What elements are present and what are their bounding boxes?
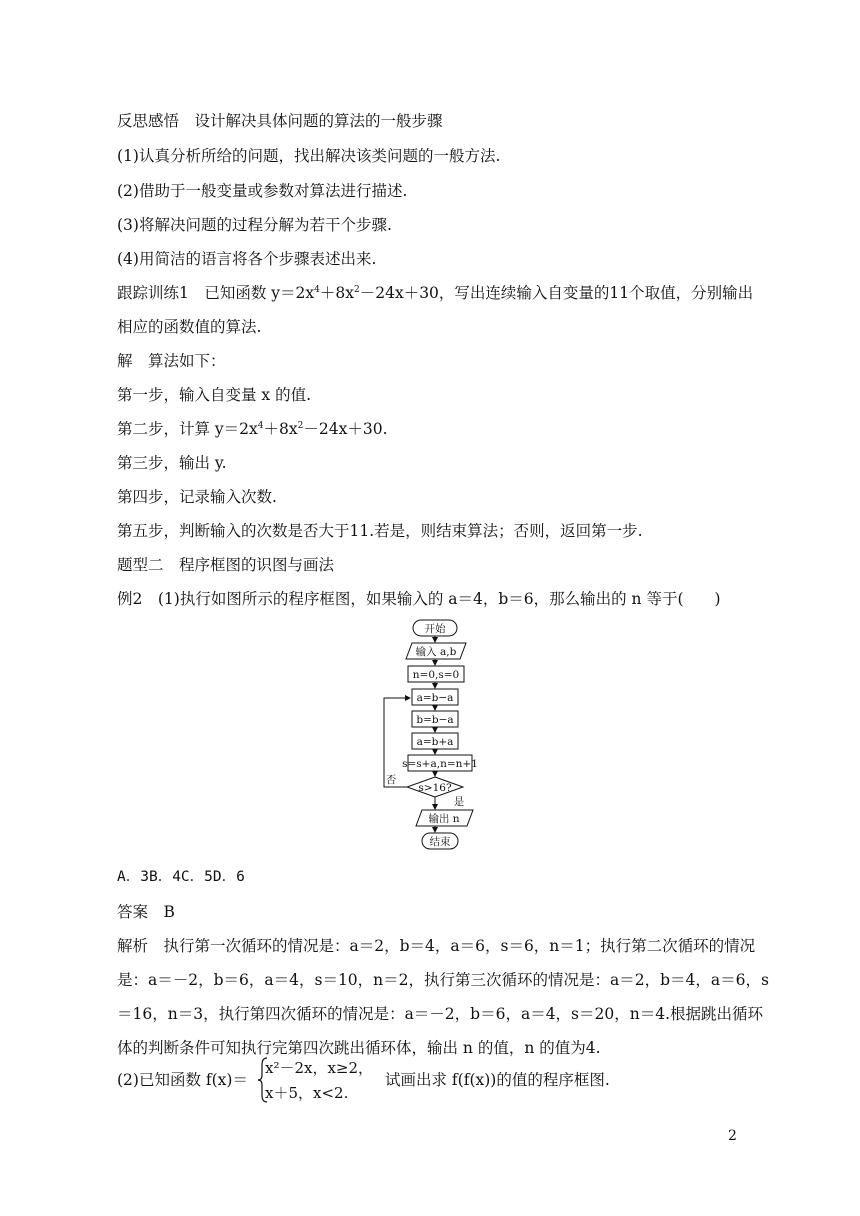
flow-output-label: 输出 n bbox=[428, 813, 460, 825]
type-2-title: 题型二 程序框图的识图与画法 bbox=[117, 556, 335, 574]
solution-step-2-rest: －24x＋30. bbox=[303, 420, 388, 438]
answer-options: A．3B．4C．5D．6 bbox=[117, 869, 245, 885]
solution-step-1: 第一步，输入自变量 x 的值. bbox=[117, 386, 312, 404]
exercise-1-mid: ＋8x bbox=[319, 284, 354, 302]
flow-init-label: n=0,s=0 bbox=[412, 669, 460, 681]
solution-step-2-prefix: 第二步，计算 y＝2x bbox=[117, 420, 258, 438]
flow-start-label: 开始 bbox=[424, 623, 446, 635]
piecewise-case-1: x²－2x，x≥2， bbox=[265, 1059, 374, 1077]
exercise-1-line-1 bbox=[117, 282, 753, 304]
solution-step-2-mid: ＋8x bbox=[263, 420, 298, 438]
section-title: 反思感悟 设计解决具体问题的算法的一般步骤 bbox=[117, 112, 443, 130]
step-2: (2)借助于一般变量或参数对算法进行描述. bbox=[117, 182, 408, 200]
flow-step2-label: b=b−a bbox=[416, 714, 454, 726]
analysis-line-4: 体的判断条件可知执行完第四次跳出循环体，输出 n 的值，n 的值为4. bbox=[117, 1039, 601, 1057]
analysis-line-2: 是：a＝－2，b＝6，a＝4，s＝10，n＝2，执行第三次循环的情况是：a＝2，b＝4，a＝6，s bbox=[117, 971, 769, 989]
part-2-prefix: (2)已知函数 f(x)＝ bbox=[117, 1071, 248, 1089]
solution-step-4: 第四步，记录输入次数. bbox=[117, 488, 277, 506]
solution-intro: 解 算法如下： bbox=[117, 352, 226, 370]
flow-end-label: 结束 bbox=[429, 836, 451, 848]
flow-step3-label: a=b+a bbox=[416, 736, 454, 748]
flow-yes-label: 是 bbox=[453, 796, 465, 808]
page-number: 2 bbox=[728, 1128, 737, 1144]
piecewise-case-2: x＋5，x<2. bbox=[265, 1084, 349, 1102]
solution-step-2 bbox=[117, 418, 388, 440]
exercise-1-rest: －24x＋30，写出连续输入自变量的11个取值，分别输出 bbox=[359, 284, 754, 302]
analysis-line-3: ＝16，n＝3，执行第四次循环的情况是：a＝－2，b＝6，a＝4，s＝20，n＝4.根据跳出循环 bbox=[117, 1005, 764, 1023]
solution-step-3: 第三步，输出 y. bbox=[117, 454, 227, 472]
exponent: 4 bbox=[314, 285, 320, 295]
solution-step-5: 第五步，判断输入的次数是否大于11.若是，则结束算法；否则，返回第一步. bbox=[117, 522, 643, 540]
exponent: 2 bbox=[354, 285, 360, 295]
exponent: 4 bbox=[257, 421, 264, 431]
answer-label: 答案 B bbox=[117, 903, 175, 921]
exercise-1-line-2: 相应的函数值的算法. bbox=[117, 318, 262, 336]
exercise-1-prefix: 跟踪训练1 已知函数 y＝2x bbox=[117, 284, 315, 302]
flow-no-label: 否 bbox=[385, 774, 397, 786]
program-flowchart bbox=[370, 617, 500, 852]
exponent: 2 bbox=[297, 421, 304, 431]
flow-step4-label: s=s+a,n=n+1 bbox=[402, 758, 478, 770]
flow-step1-label: a=b−a bbox=[416, 692, 454, 704]
flow-condition-label: s>16? bbox=[418, 782, 452, 794]
step-3: (3)将解决问题的过程分解为若干个步骤. bbox=[117, 216, 392, 234]
analysis-line-1: 解析 执行第一次循环的情况是：a＝2，b＝4，a＝6，s＝6，n＝1；执行第二次循环的情况 bbox=[117, 937, 756, 955]
example-2-question: 例2 (1)执行如图所示的程序框图，如果输入的 a＝4，b＝6，那么输出的 n 等于( ) bbox=[117, 590, 721, 608]
part-2-suffix: 试画出求 f(f(x))的值的程序框图. bbox=[385, 1071, 610, 1089]
flow-input-label: 输入 a,b bbox=[415, 646, 457, 658]
step-1: (1)认真分析所给的问题，找出解决该类问题的一般方法. bbox=[117, 147, 501, 165]
step-4: (4)用简洁的语言将各个步骤表述出来. bbox=[117, 250, 377, 268]
